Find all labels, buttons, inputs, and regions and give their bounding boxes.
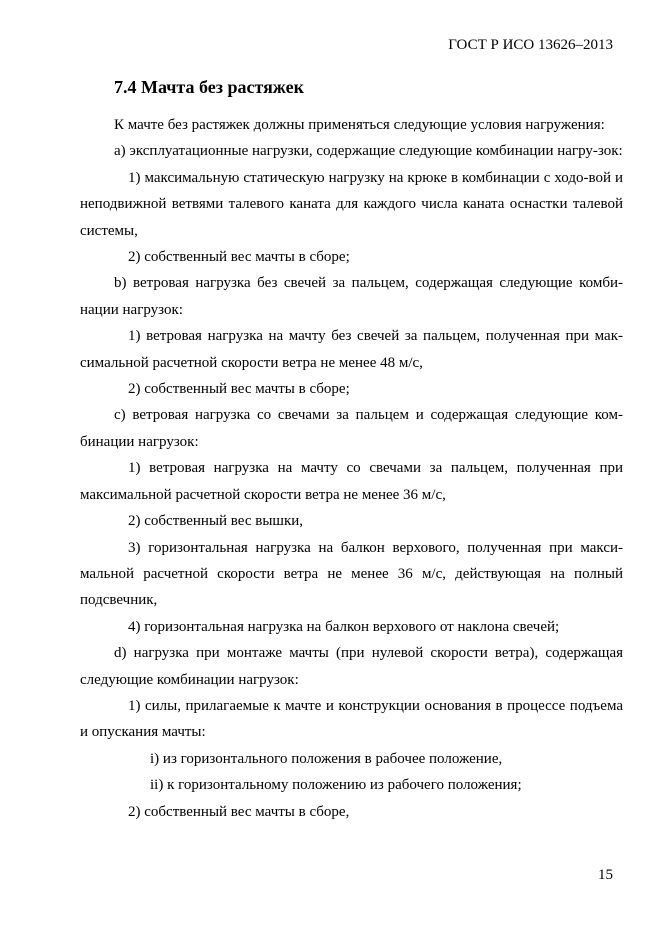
section-title: 7.4 Мачта без растяжек bbox=[114, 77, 304, 97]
list-item-c-1: 1) ветровая нагрузка на мачту со свечами за пальцем, полученная при максимальной расчетной скорости ветра не менее 36 м/с, bbox=[80, 460, 623, 503]
list-item-c-4: 4) горизонтальная нагрузка на балкон верхового от наклона свечей; bbox=[128, 618, 560, 635]
document-code-header: ГОСТ Р ИСО 13626–2013 bbox=[448, 37, 613, 53]
list-item-d-1: 1) силы, прилагаемые к мачте и конструкции основания в процессе подъема и опускания мачты: bbox=[80, 697, 623, 741]
list-item-d-1-i: i) из горизонтального положения в рабочее положение, bbox=[150, 750, 503, 767]
body-text bbox=[80, 112, 623, 825]
list-item-d-1-ii: ii) к горизонтальному положению из рабочего положения; bbox=[150, 777, 522, 794]
list-item-c: c) ветровая нагрузка со свечами за пальцем и содержащая следующие ком-бинации нагрузок: bbox=[80, 407, 623, 450]
intro-paragraph: К мачте без растяжек должны применяться следующие условия нагружения: bbox=[114, 117, 605, 133]
list-item-a: a) эксплуатационные нагрузки, содержащие следующие комбинации нагру-зок: bbox=[114, 143, 623, 160]
list-item-d: d) нагрузка при монтаже мачты (при нулевой скорости ветра), содержащая следующие комбинации нагрузок: bbox=[80, 645, 623, 688]
list-item-c-2: 2) собственный вес вышки, bbox=[128, 513, 304, 530]
list-item-b-1: 1) ветровая нагрузка на мачту без свечей за пальцем, полученная при мак-симальной расчетной скорости ветра не менее 48 м/с, bbox=[80, 328, 623, 371]
list-item-a-2: 2) собственный вес мачты в сборе; bbox=[128, 249, 350, 266]
list-item-d-2: 2) собственный вес мачты в сборе, bbox=[128, 803, 350, 820]
list-item-c-3: 3) горизонтальная нагрузка на балкон верхового, полученная при макси-мальной расчетной скорости ветра не менее 36 м/с, действующая на полный подсвечник, bbox=[80, 539, 623, 609]
list-item-a-1: 1) максимальную статическую нагрузку на крюке в комбинации с ходо-вой и неподвижной ветвями талевого каната для каждого числа каната оснастки талевой системы, bbox=[80, 169, 623, 239]
page-number: 15 bbox=[598, 867, 613, 883]
list-item-b: b) ветровая нагрузка без свечей за пальцем, содержащая следующие комби-нации нагрузок: bbox=[80, 275, 623, 318]
list-item-b-2: 2) собственный вес мачты в сборе; bbox=[128, 381, 350, 398]
